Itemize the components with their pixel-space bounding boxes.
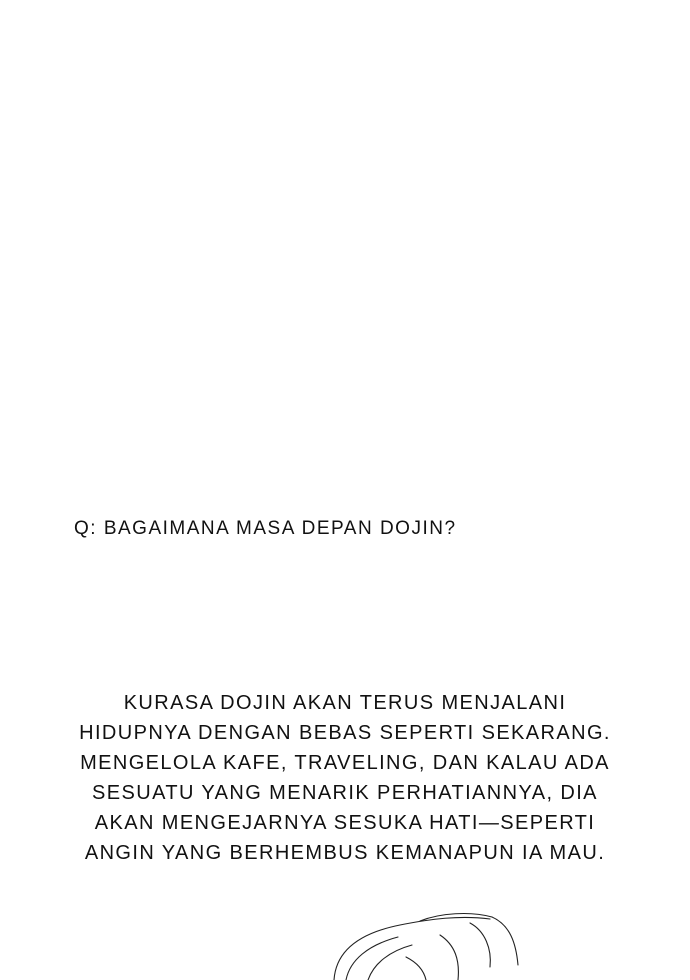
answer-line: HIDUPNYA DENGAN BEBAS SEPERTI SEKARANG. xyxy=(79,722,611,744)
answer-line: ANGIN YANG BERHEMBUS KEMANAPUN IA MAU. xyxy=(84,842,606,864)
answer-line: SESUATU YANG MENARIK PERHATIANNYA, DIA xyxy=(92,782,598,804)
answer-line: MENGELOLA KAFE, TRAVELING, DAN KALAU ADA xyxy=(80,752,610,774)
answer-line: AKAN MENGEJARNYA SESUKA HATI—SEPERTI xyxy=(94,812,596,834)
answer-line: KURASA DOJIN AKAN TERUS MENJALANI xyxy=(123,692,567,714)
hair-sketch-illustration xyxy=(320,905,620,980)
answer-text-block xyxy=(40,688,650,868)
question-text: Q: BAGAIMANA MASA DEPAN DOJIN? xyxy=(74,518,457,539)
